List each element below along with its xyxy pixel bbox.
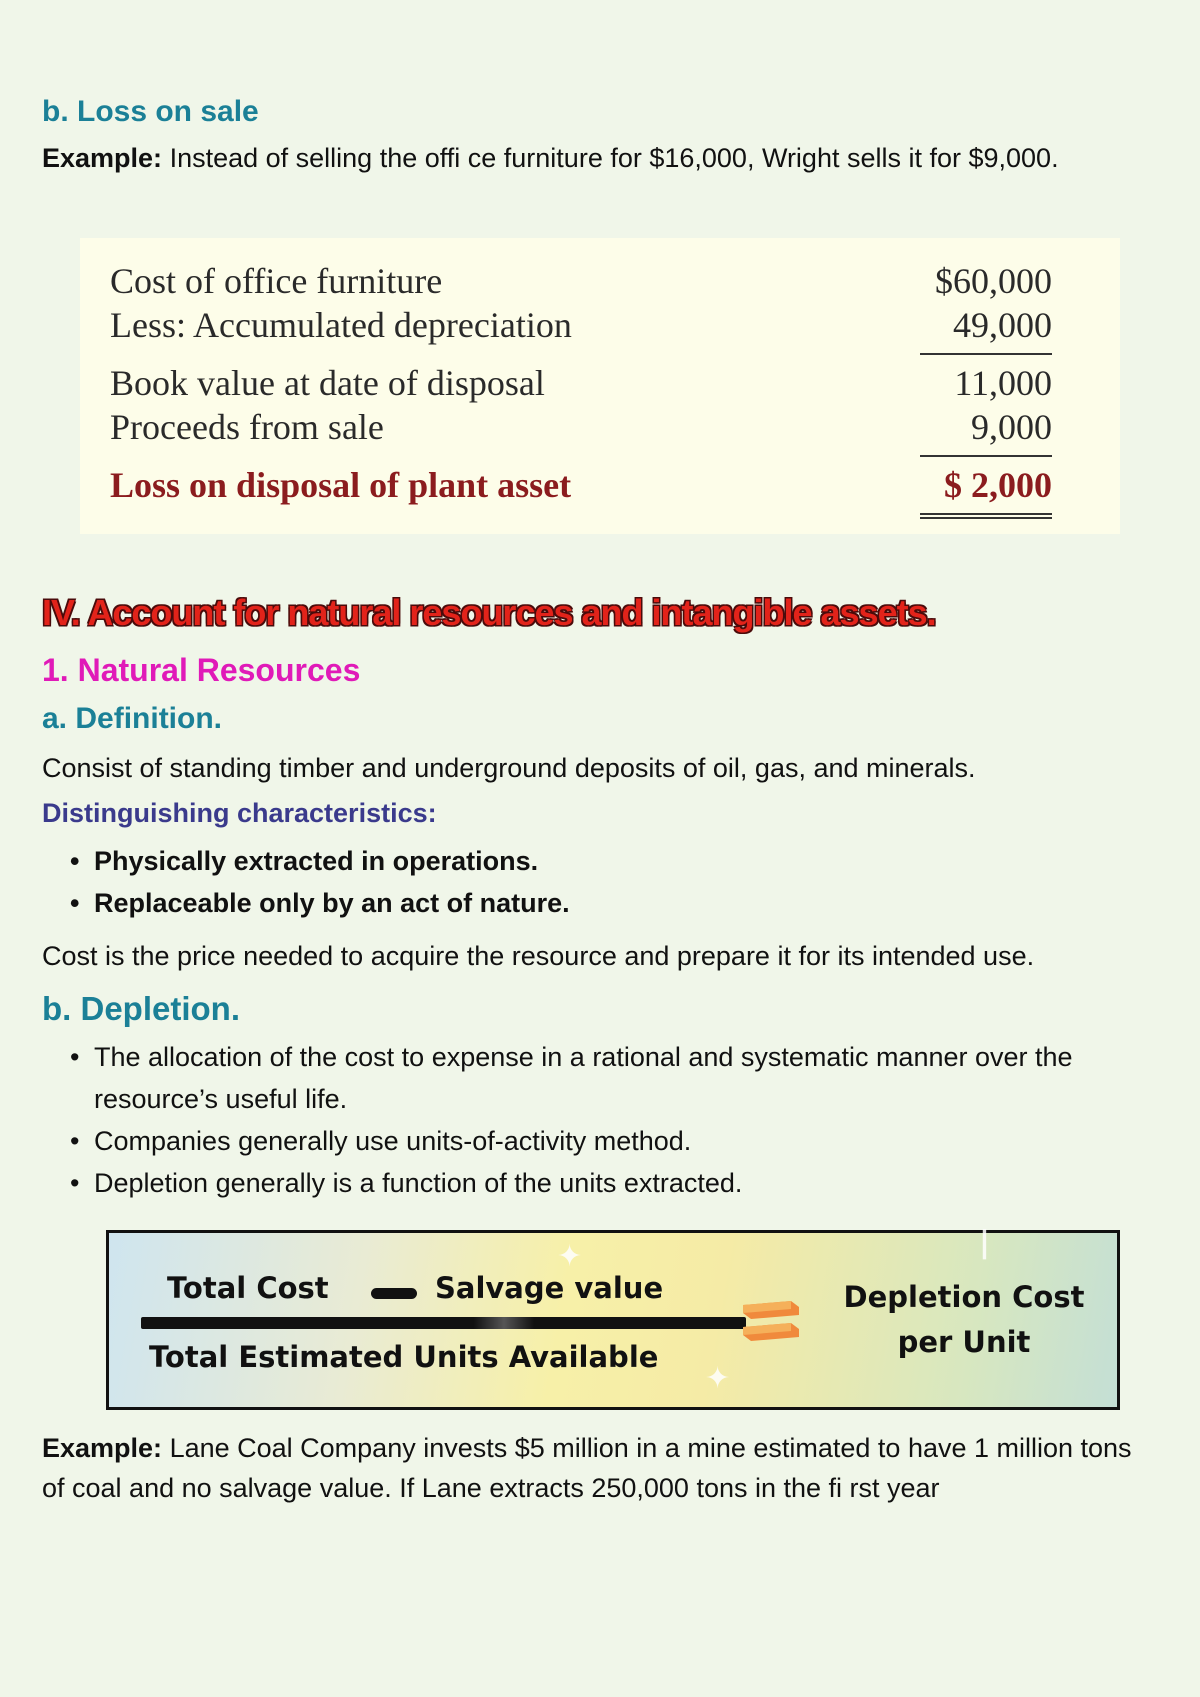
formula-result	[819, 1275, 1109, 1365]
fraction-bar	[141, 1317, 746, 1329]
calc-label: Cost of office furniture	[110, 261, 443, 301]
loss-example-text: Instead of selling the offi ce furniture for $16,000, Wright sells it for $9,000.	[162, 143, 1059, 173]
depletion-list	[70, 1036, 1170, 1204]
calc-value: 11,000	[954, 363, 1052, 403]
list-item: • The allocation of the cost to expense in a rational and systematic manner over the resource’s useful life.	[70, 1036, 1170, 1120]
sparkle-icon: ✦	[705, 1361, 731, 1396]
calc-label: Proceeds from sale	[110, 407, 384, 447]
calc-value: 49,000	[953, 305, 1052, 345]
formula-salvage-value: Salvage value	[435, 1271, 664, 1305]
list-item: • Replaceable only by an act of nature.	[70, 882, 570, 924]
depletion-example-text: Lane Coal Company invests $5 million in a mine estimated to have 1 million tons of coal and no salvage value. If Lane extracts 250,000 tons in the fi rst year	[42, 1433, 1132, 1503]
distinguishing-list	[70, 840, 570, 924]
section-iv-heading: IV. Account for natural resources and intangible assets.	[42, 592, 936, 633]
example-label: Example:	[42, 143, 163, 173]
calc-row-loss	[110, 464, 1052, 508]
minus-sign-icon	[371, 1288, 417, 1299]
calc-row-accum-depreciation	[110, 304, 1052, 348]
loss-calculation-table	[80, 238, 1120, 534]
natural-resources-heading: 1. Natural Resources	[42, 652, 361, 688]
example-label: Example:	[42, 1433, 163, 1463]
loss-on-sale-heading: b. Loss on sale	[42, 95, 259, 128]
formula-denominator: Total Estimated Units Available	[149, 1340, 659, 1374]
sparkle-icon: |	[979, 1225, 990, 1260]
calc-row-book-value	[110, 362, 1052, 406]
calc-value: $ 2,000	[944, 465, 1052, 505]
result-line-1: Depletion Cost	[843, 1280, 1085, 1314]
sparkle-icon: ✦	[557, 1239, 583, 1274]
calc-value: $60,000	[935, 261, 1052, 301]
calc-row-proceeds	[110, 406, 1052, 450]
calc-label: Book value at date of disposal	[110, 363, 545, 403]
depletion-heading: b. Depletion.	[42, 990, 240, 1027]
calc-label: Less: Accumulated depreciation	[110, 305, 572, 345]
formula-total-cost: Total Cost	[167, 1271, 329, 1305]
list-item: • Depletion generally is a function of the units extracted.	[70, 1162, 1170, 1204]
total-double-rule	[920, 513, 1052, 519]
equals-sign-icon	[739, 1297, 803, 1345]
definition-text: Consist of standing timber and underground deposits of oil, gas, and minerals.	[42, 753, 976, 783]
list-item: • Companies generally use units-of-activity method.	[70, 1120, 1170, 1162]
depletion-example-paragraph	[42, 1428, 1152, 1508]
calc-label: Loss on disposal of plant asset	[110, 465, 572, 505]
subtotal-rule	[920, 353, 1052, 355]
result-line-2: per Unit	[897, 1325, 1031, 1359]
definition-heading: a. Definition.	[42, 702, 222, 735]
list-item: • Physically extracted in operations.	[70, 840, 570, 882]
distinguishing-heading: Distinguishing characteristics:	[42, 798, 437, 828]
subtotal-rule	[920, 455, 1052, 457]
loss-example-paragraph	[42, 138, 1152, 178]
calc-row-cost	[110, 260, 1052, 304]
cost-text: Cost is the price needed to acquire the resource and prepare it for its intended use.	[42, 941, 1035, 971]
calc-value: 9,000	[971, 407, 1052, 447]
depletion-formula-box	[106, 1225, 1120, 1410]
